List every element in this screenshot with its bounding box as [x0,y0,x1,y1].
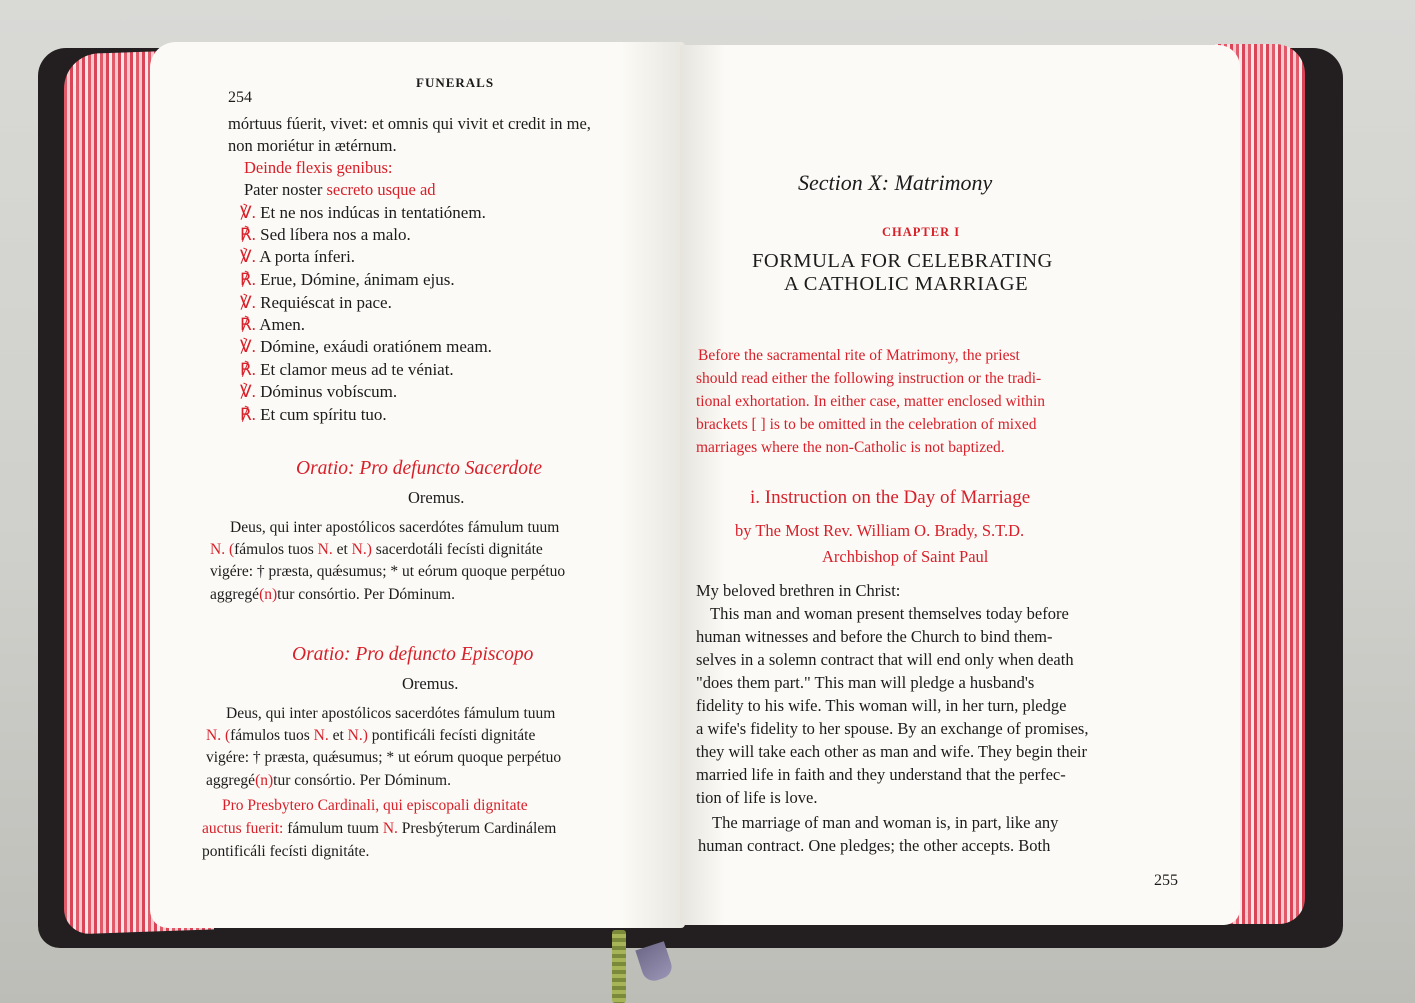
rubric: Deinde flexis genibus: [244,158,393,177]
versicle: ℟. Erue, Dómine, ánimam ejus. [240,270,455,289]
body-line: The marriage of man and woman is, in part, like any [712,813,1059,832]
rubric-line: tional exhortation. In either case, matter enclosed within [696,393,1046,410]
author-title: Archbishop of Saint Paul [822,547,989,566]
right-page-number: 255 [1154,872,1178,889]
text-line: N. (fámulos tuos N. et N.) sacerdotáli fecísti dignitáte [210,541,543,558]
versicle: ℣. Et ne nos indúcas in tentatiónem. [240,203,486,222]
body-line: selves in a solemn contract that will end only when death [696,650,1074,669]
text-line: N. (fámulos tuos N. et N.) pontificáli fecísti dignitáte [206,727,536,744]
oremus: Oremus. [408,488,465,507]
versicle: ℟. Et cum spíritu tuo. [240,405,387,424]
versicle: ℣. Dómine, exáudi oratiónem meam. [240,337,492,356]
rubric: Pro Presbytero Cardinali, qui episcopali dignitate [222,797,528,814]
body-line: they will take each other as man and wife. They begin their [696,742,1087,761]
oratio-title: Oratio: Pro defuncto Sacerdote [296,458,543,479]
oratio-title: Oratio: Pro defuncto Episcopo [292,644,534,665]
text-line: vigére: † præsta, quǽsumus; * ut eórum quoque perpétuo [206,749,562,766]
body-line: "does them part." This man will pledge a husband's [696,673,1035,692]
left-running-head: FUNERALS [416,75,495,90]
body-line: a wife's fidelity to her spouse. By an exchange of promises, [696,719,1089,738]
rubric-line: Before the sacramental rite of Matrimony, the priest [698,347,1020,364]
instruction-title: i. Instruction on the Day of Marriage [750,487,1031,508]
text-line: aggregé(n)tur consórtio. Per Dóminum. [210,586,455,603]
body-line: human witnesses and before the Church to bind them- [696,627,1053,646]
author-line: by The Most Rev. William O. Brady, S.T.D. [735,521,1025,540]
text-line: mórtuus fúerit, vivet: et omnis qui vivit et credit in me, [228,114,591,133]
pater-rubric: secreto usque ad [326,180,436,199]
text-line: Deus, qui inter apostólicos sacerdótes fámulum tuum [226,705,556,722]
bookmark-ribbon-green [612,930,626,1003]
body-line: This man and woman present themselves today before [710,604,1069,623]
body-line: human contract. One pledges; the other accepts. Both [698,836,1051,855]
versicle: ℣. Dóminus vobíscum. [240,382,398,401]
body-line: married life in faith and they understand that the perfec- [696,765,1066,784]
right-page [680,45,1240,925]
text-line: vigére: † præsta, quǽsumus; * ut eórum quoque perpétuo [210,563,566,580]
pater-text: Pater noster [244,180,323,199]
versicle: ℟. Sed líbera nos a malo. [240,225,411,244]
rubric-line: marriages where the non-Catholic is not baptized. [696,439,1005,456]
chapter-label: CHAPTER I [882,225,961,239]
versicle: ℟. Et clamor meus ad te véniat. [240,360,454,379]
rubric-line: should read either the following instruction or the tradi- [696,370,1042,387]
oremus: Oremus. [402,674,459,693]
pater-line [244,180,436,200]
text-line: Deus, qui inter apostólicos sacerdótes fámulum tuum [230,519,560,536]
text-line: auctus fuerit: fámulum tuum N. Presbýterum Cardinálem [202,820,557,837]
main-title-line-1: FORMULA FOR CELEBRATING [752,250,1053,272]
salutation: My beloved brethren in Christ: [696,581,901,600]
body-line: fidelity to his wife. This woman will, in her turn, pledge [696,696,1067,715]
text-line: pontificáli fecísti dignitáte. [202,843,370,860]
text-line: non moriétur in ætérnum. [228,136,397,155]
versicle: ℟. Amen. [240,315,305,334]
versicle: ℣. A porta ínferi. [240,247,356,266]
body-line: tion of life is love. [696,788,818,807]
text-line: aggregé(n)tur consórtio. Per Dóminum. [206,772,451,789]
rubric-line: brackets [ ] is to be omitted in the celebration of mixed [696,416,1037,433]
versicle: ℣. Requiéscat in pace. [240,293,392,312]
section-title: Section X: Matrimony [798,170,993,195]
left-page [150,42,685,928]
left-page-number: 254 [228,89,252,106]
main-title-line-2: A CATHOLIC MARRIAGE [784,273,1029,295]
